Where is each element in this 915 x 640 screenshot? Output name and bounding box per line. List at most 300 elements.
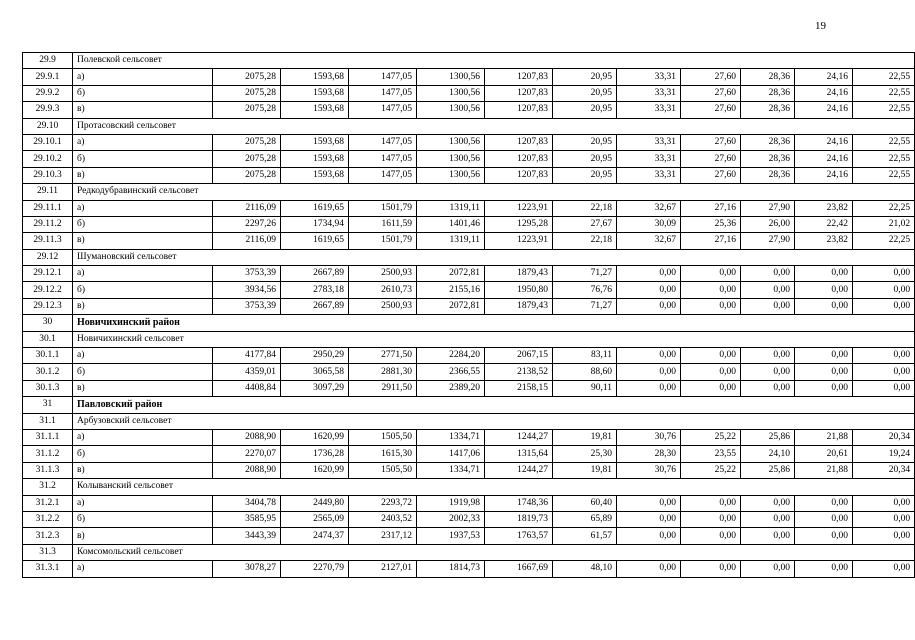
value-cell: 2158,15 [485, 380, 553, 396]
row-code: 29.11.1 [23, 200, 73, 216]
value-cell: 0,00 [853, 348, 915, 364]
value-cell: 2403,52 [349, 511, 417, 527]
value-cell: 1667,69 [485, 561, 553, 577]
value-cell: 21,02 [853, 216, 915, 232]
value-cell: 28,36 [741, 134, 795, 150]
value-cell: 22,55 [853, 134, 915, 150]
value-cell: 0,00 [741, 266, 795, 282]
value-cell: 28,36 [741, 102, 795, 118]
value-cell: 2116,09 [213, 233, 281, 249]
value-cell: 0,00 [853, 495, 915, 511]
value-cell: 1879,43 [485, 298, 553, 314]
row-code: 29.12 [23, 249, 73, 265]
value-cell: 3753,39 [213, 298, 281, 314]
value-cell: 23,82 [795, 200, 853, 216]
value-cell: 2075,28 [213, 85, 281, 101]
value-cell: 22,25 [853, 233, 915, 249]
value-cell: 0,00 [617, 561, 681, 577]
value-cell: 1295,28 [485, 216, 553, 232]
value-cell: 0,00 [853, 380, 915, 396]
value-cell: 3585,95 [213, 511, 281, 527]
value-cell: 0,00 [853, 511, 915, 527]
value-cell: 25,36 [681, 216, 741, 232]
section-header-row [23, 184, 915, 200]
value-cell: 0,00 [617, 348, 681, 364]
value-cell: 22,42 [795, 216, 853, 232]
row-code: 30.1.2 [23, 364, 73, 380]
value-cell: 0,00 [795, 380, 853, 396]
table-row [23, 561, 915, 577]
value-cell: 3934,56 [213, 282, 281, 298]
value-cell: 1501,79 [349, 233, 417, 249]
value-cell: 2075,28 [213, 102, 281, 118]
table-row [23, 200, 915, 216]
value-cell: 0,00 [681, 380, 741, 396]
row-variant: б) [73, 85, 213, 101]
row-code: 31.1.3 [23, 462, 73, 478]
row-code: 29.12.3 [23, 298, 73, 314]
value-cell: 60,40 [553, 495, 617, 511]
value-cell: 0,00 [853, 528, 915, 544]
value-cell: 83,11 [553, 348, 617, 364]
row-variant: в) [73, 462, 213, 478]
value-cell: 1334,71 [417, 429, 485, 445]
value-cell: 2449,80 [281, 495, 349, 511]
table-row [23, 216, 915, 232]
value-cell: 23,55 [681, 446, 741, 462]
value-cell: 2389,20 [417, 380, 485, 396]
value-cell: 22,55 [853, 69, 915, 85]
value-cell: 2075,28 [213, 69, 281, 85]
value-cell: 0,00 [795, 282, 853, 298]
section-header-row [23, 479, 915, 495]
value-cell: 1300,56 [417, 102, 485, 118]
value-cell: 2002,33 [417, 511, 485, 527]
value-cell: 3404,78 [213, 495, 281, 511]
value-cell: 1593,68 [281, 151, 349, 167]
value-cell: 1619,65 [281, 233, 349, 249]
value-cell: 1593,68 [281, 69, 349, 85]
value-cell: 0,00 [795, 348, 853, 364]
value-cell: 1300,56 [417, 85, 485, 101]
value-cell: 1736,28 [281, 446, 349, 462]
value-cell: 28,36 [741, 85, 795, 101]
value-cell: 2911,50 [349, 380, 417, 396]
value-cell: 0,00 [617, 380, 681, 396]
value-cell: 1477,05 [349, 69, 417, 85]
value-cell: 30,09 [617, 216, 681, 232]
value-cell: 2270,07 [213, 446, 281, 462]
table-row [23, 446, 915, 462]
value-cell: 0,00 [741, 528, 795, 544]
value-cell: 1950,80 [485, 282, 553, 298]
value-cell: 1300,56 [417, 167, 485, 183]
value-cell: 25,22 [681, 429, 741, 445]
value-cell: 3443,39 [213, 528, 281, 544]
value-cell: 0,00 [681, 364, 741, 380]
row-code: 29.11.2 [23, 216, 73, 232]
value-cell: 20,95 [553, 69, 617, 85]
value-cell: 0,00 [681, 528, 741, 544]
value-cell: 1620,99 [281, 462, 349, 478]
value-cell: 1207,83 [485, 102, 553, 118]
value-cell: 0,00 [681, 298, 741, 314]
value-cell: 27,90 [741, 200, 795, 216]
value-cell: 3078,27 [213, 561, 281, 577]
value-cell: 2667,89 [281, 298, 349, 314]
row-variant: а) [73, 134, 213, 150]
row-code: 31.3 [23, 544, 73, 560]
value-cell: 2116,09 [213, 200, 281, 216]
value-cell: 2072,81 [417, 266, 485, 282]
value-cell: 20,95 [553, 151, 617, 167]
value-cell: 0,00 [741, 495, 795, 511]
section-header-row [23, 331, 915, 347]
value-cell: 1615,30 [349, 446, 417, 462]
value-cell: 2317,12 [349, 528, 417, 544]
value-cell: 1937,53 [417, 528, 485, 544]
value-cell: 4408,84 [213, 380, 281, 396]
value-cell: 22,18 [553, 233, 617, 249]
value-cell: 0,00 [617, 266, 681, 282]
value-cell: 88,60 [553, 364, 617, 380]
value-cell: 1477,05 [349, 102, 417, 118]
value-cell: 1879,43 [485, 266, 553, 282]
value-cell: 4359,01 [213, 364, 281, 380]
value-cell: 1819,73 [485, 511, 553, 527]
row-variant: б) [73, 216, 213, 232]
value-cell: 1207,83 [485, 69, 553, 85]
value-cell: 0,00 [681, 282, 741, 298]
value-cell: 27,67 [553, 216, 617, 232]
value-cell: 1593,68 [281, 134, 349, 150]
value-cell: 1593,68 [281, 102, 349, 118]
value-cell: 2075,28 [213, 167, 281, 183]
value-cell: 22,55 [853, 167, 915, 183]
value-cell: 1477,05 [349, 134, 417, 150]
table-row [23, 380, 915, 396]
value-cell: 2500,93 [349, 266, 417, 282]
value-cell: 27,60 [681, 102, 741, 118]
row-variant: б) [73, 446, 213, 462]
value-cell: 1300,56 [417, 151, 485, 167]
section-header-row [23, 53, 915, 69]
value-cell: 0,00 [741, 380, 795, 396]
value-cell: 27,16 [681, 200, 741, 216]
value-cell: 0,00 [741, 364, 795, 380]
value-cell: 0,00 [617, 364, 681, 380]
value-cell: 33,31 [617, 102, 681, 118]
value-cell: 0,00 [853, 298, 915, 314]
value-cell: 1477,05 [349, 85, 417, 101]
value-cell: 0,00 [741, 298, 795, 314]
value-cell: 1919,98 [417, 495, 485, 511]
value-cell: 2293,72 [349, 495, 417, 511]
value-cell: 32,67 [617, 233, 681, 249]
value-cell: 2075,28 [213, 151, 281, 167]
district-name: Павловский район [73, 397, 915, 413]
value-cell: 1207,83 [485, 134, 553, 150]
table-row [23, 528, 915, 544]
value-cell: 0,00 [795, 298, 853, 314]
value-cell: 24,16 [795, 151, 853, 167]
value-cell: 2771,50 [349, 348, 417, 364]
value-cell: 0,00 [795, 364, 853, 380]
row-code: 30.1 [23, 331, 73, 347]
value-cell: 0,00 [617, 298, 681, 314]
value-cell: 24,16 [795, 167, 853, 183]
row-code: 29.9.2 [23, 85, 73, 101]
row-variant: а) [73, 348, 213, 364]
value-cell: 20,95 [553, 134, 617, 150]
section-header-row [23, 413, 915, 429]
value-cell: 33,31 [617, 69, 681, 85]
table-row [23, 69, 915, 85]
table-row [23, 462, 915, 478]
value-cell: 90,11 [553, 380, 617, 396]
row-code: 31.2.3 [23, 528, 73, 544]
value-cell: 22,55 [853, 151, 915, 167]
value-cell: 1207,83 [485, 167, 553, 183]
section-name: Новичихинский сельсовет [73, 331, 915, 347]
value-cell: 19,81 [553, 462, 617, 478]
value-cell: 0,00 [741, 348, 795, 364]
value-cell: 1505,50 [349, 462, 417, 478]
table-row [23, 298, 915, 314]
row-variant: в) [73, 380, 213, 396]
row-code: 31.2.2 [23, 511, 73, 527]
value-cell: 20,34 [853, 462, 915, 478]
value-cell: 33,31 [617, 134, 681, 150]
table-row [23, 167, 915, 183]
section-name: Протасовский сельсовет [73, 118, 915, 134]
section-header-row [23, 544, 915, 560]
section-name: Колыванский сельсовет [73, 479, 915, 495]
value-cell: 0,00 [853, 282, 915, 298]
value-cell: 2783,18 [281, 282, 349, 298]
section-name: Полевской сельсовет [73, 53, 915, 69]
value-cell: 2565,09 [281, 511, 349, 527]
row-code: 29.9.3 [23, 102, 73, 118]
row-code: 30 [23, 315, 73, 331]
value-cell: 1401,46 [417, 216, 485, 232]
district-header-row [23, 315, 915, 331]
value-cell: 2088,90 [213, 462, 281, 478]
value-cell: 27,16 [681, 233, 741, 249]
row-code: 31 [23, 397, 73, 413]
value-cell: 28,36 [741, 69, 795, 85]
value-cell: 2500,93 [349, 298, 417, 314]
row-variant: а) [73, 69, 213, 85]
value-cell: 65,89 [553, 511, 617, 527]
value-cell: 2067,15 [485, 348, 553, 364]
value-cell: 2881,30 [349, 364, 417, 380]
row-code: 29.12.2 [23, 282, 73, 298]
value-cell: 24,16 [795, 102, 853, 118]
value-cell: 2072,81 [417, 298, 485, 314]
value-cell: 1763,57 [485, 528, 553, 544]
value-cell: 22,18 [553, 200, 617, 216]
value-cell: 20,34 [853, 429, 915, 445]
value-cell: 0,00 [681, 561, 741, 577]
value-cell: 20,95 [553, 167, 617, 183]
value-cell: 23,82 [795, 233, 853, 249]
value-cell: 71,27 [553, 266, 617, 282]
table-row [23, 85, 915, 101]
value-cell: 0,00 [681, 266, 741, 282]
value-cell: 20,61 [795, 446, 853, 462]
table-row [23, 134, 915, 150]
value-cell: 22,55 [853, 102, 915, 118]
value-cell: 28,36 [741, 167, 795, 183]
row-code: 31.1.1 [23, 429, 73, 445]
value-cell: 24,16 [795, 85, 853, 101]
value-cell: 26,00 [741, 216, 795, 232]
row-code: 31.1.2 [23, 446, 73, 462]
value-cell: 32,67 [617, 200, 681, 216]
value-cell: 22,25 [853, 200, 915, 216]
value-cell: 1207,83 [485, 85, 553, 101]
row-code: 30.1.1 [23, 348, 73, 364]
row-variant: б) [73, 151, 213, 167]
value-cell: 2127,01 [349, 561, 417, 577]
value-cell: 2950,29 [281, 348, 349, 364]
value-cell: 0,00 [681, 348, 741, 364]
table-row [23, 282, 915, 298]
table-row [23, 429, 915, 445]
value-cell: 2155,16 [417, 282, 485, 298]
value-cell: 28,30 [617, 446, 681, 462]
value-cell: 2270,79 [281, 561, 349, 577]
value-cell: 3097,29 [281, 380, 349, 396]
table-body [23, 53, 915, 578]
value-cell: 33,31 [617, 85, 681, 101]
value-cell: 25,30 [553, 446, 617, 462]
section-header-row [23, 249, 915, 265]
value-cell: 3065,58 [281, 364, 349, 380]
value-cell: 1315,64 [485, 446, 553, 462]
value-cell: 4177,84 [213, 348, 281, 364]
value-cell: 21,88 [795, 462, 853, 478]
value-cell: 1300,56 [417, 134, 485, 150]
value-cell: 1334,71 [417, 462, 485, 478]
table-row [23, 151, 915, 167]
row-variant: в) [73, 528, 213, 544]
value-cell: 1620,99 [281, 429, 349, 445]
row-variant: а) [73, 266, 213, 282]
value-cell: 1300,56 [417, 69, 485, 85]
value-cell: 1611,59 [349, 216, 417, 232]
value-cell: 2088,90 [213, 429, 281, 445]
tariff-table [22, 52, 915, 578]
section-name: Редкодубравинский сельсовет [73, 184, 915, 200]
value-cell: 0,00 [617, 528, 681, 544]
value-cell: 0,00 [741, 282, 795, 298]
value-cell: 1814,73 [417, 561, 485, 577]
value-cell: 2297,26 [213, 216, 281, 232]
value-cell: 0,00 [741, 511, 795, 527]
row-variant: б) [73, 511, 213, 527]
value-cell: 27,60 [681, 151, 741, 167]
value-cell: 1501,79 [349, 200, 417, 216]
value-cell: 1477,05 [349, 151, 417, 167]
value-cell: 2610,73 [349, 282, 417, 298]
row-variant: в) [73, 233, 213, 249]
table-row [23, 495, 915, 511]
district-header-row [23, 397, 915, 413]
row-code: 29.9.1 [23, 69, 73, 85]
value-cell: 0,00 [853, 266, 915, 282]
value-cell: 27,90 [741, 233, 795, 249]
district-name: Новичихинский район [73, 315, 915, 331]
row-code: 29.10.1 [23, 134, 73, 150]
row-code: 29.12.1 [23, 266, 73, 282]
row-code: 31.3.1 [23, 561, 73, 577]
value-cell: 61,57 [553, 528, 617, 544]
value-cell: 2075,28 [213, 134, 281, 150]
value-cell: 25,86 [741, 462, 795, 478]
value-cell: 1319,11 [417, 233, 485, 249]
row-code: 29.10.2 [23, 151, 73, 167]
table-row [23, 233, 915, 249]
value-cell: 2138,52 [485, 364, 553, 380]
value-cell: 0,00 [795, 511, 853, 527]
value-cell: 1417,06 [417, 446, 485, 462]
value-cell: 0,00 [795, 561, 853, 577]
value-cell: 1223,91 [485, 233, 553, 249]
row-variant: а) [73, 429, 213, 445]
row-code: 31.2 [23, 479, 73, 495]
value-cell: 0,00 [681, 495, 741, 511]
value-cell: 1244,27 [485, 462, 553, 478]
value-cell: 1319,11 [417, 200, 485, 216]
value-cell: 28,36 [741, 151, 795, 167]
value-cell: 2474,37 [281, 528, 349, 544]
value-cell: 30,76 [617, 462, 681, 478]
row-variant: а) [73, 561, 213, 577]
value-cell: 27,60 [681, 167, 741, 183]
value-cell: 27,60 [681, 85, 741, 101]
value-cell: 0,00 [617, 282, 681, 298]
value-cell: 33,31 [617, 151, 681, 167]
value-cell: 76,76 [553, 282, 617, 298]
value-cell: 20,95 [553, 102, 617, 118]
value-cell: 0,00 [741, 561, 795, 577]
row-code: 29.10.3 [23, 167, 73, 183]
value-cell: 30,76 [617, 429, 681, 445]
value-cell: 0,00 [617, 511, 681, 527]
value-cell: 48,10 [553, 561, 617, 577]
value-cell: 25,86 [741, 429, 795, 445]
row-code: 29.9 [23, 53, 73, 69]
value-cell: 1207,83 [485, 151, 553, 167]
value-cell: 27,60 [681, 69, 741, 85]
section-header-row [23, 118, 915, 134]
row-variant: в) [73, 167, 213, 183]
value-cell: 1593,68 [281, 167, 349, 183]
value-cell: 24,16 [795, 69, 853, 85]
value-cell: 1593,68 [281, 85, 349, 101]
table-row [23, 511, 915, 527]
value-cell: 2284,20 [417, 348, 485, 364]
row-code: 31.1 [23, 413, 73, 429]
value-cell: 3753,39 [213, 266, 281, 282]
row-variant: а) [73, 200, 213, 216]
value-cell: 2667,89 [281, 266, 349, 282]
value-cell: 1223,91 [485, 200, 553, 216]
value-cell: 22,55 [853, 85, 915, 101]
row-variant: б) [73, 364, 213, 380]
